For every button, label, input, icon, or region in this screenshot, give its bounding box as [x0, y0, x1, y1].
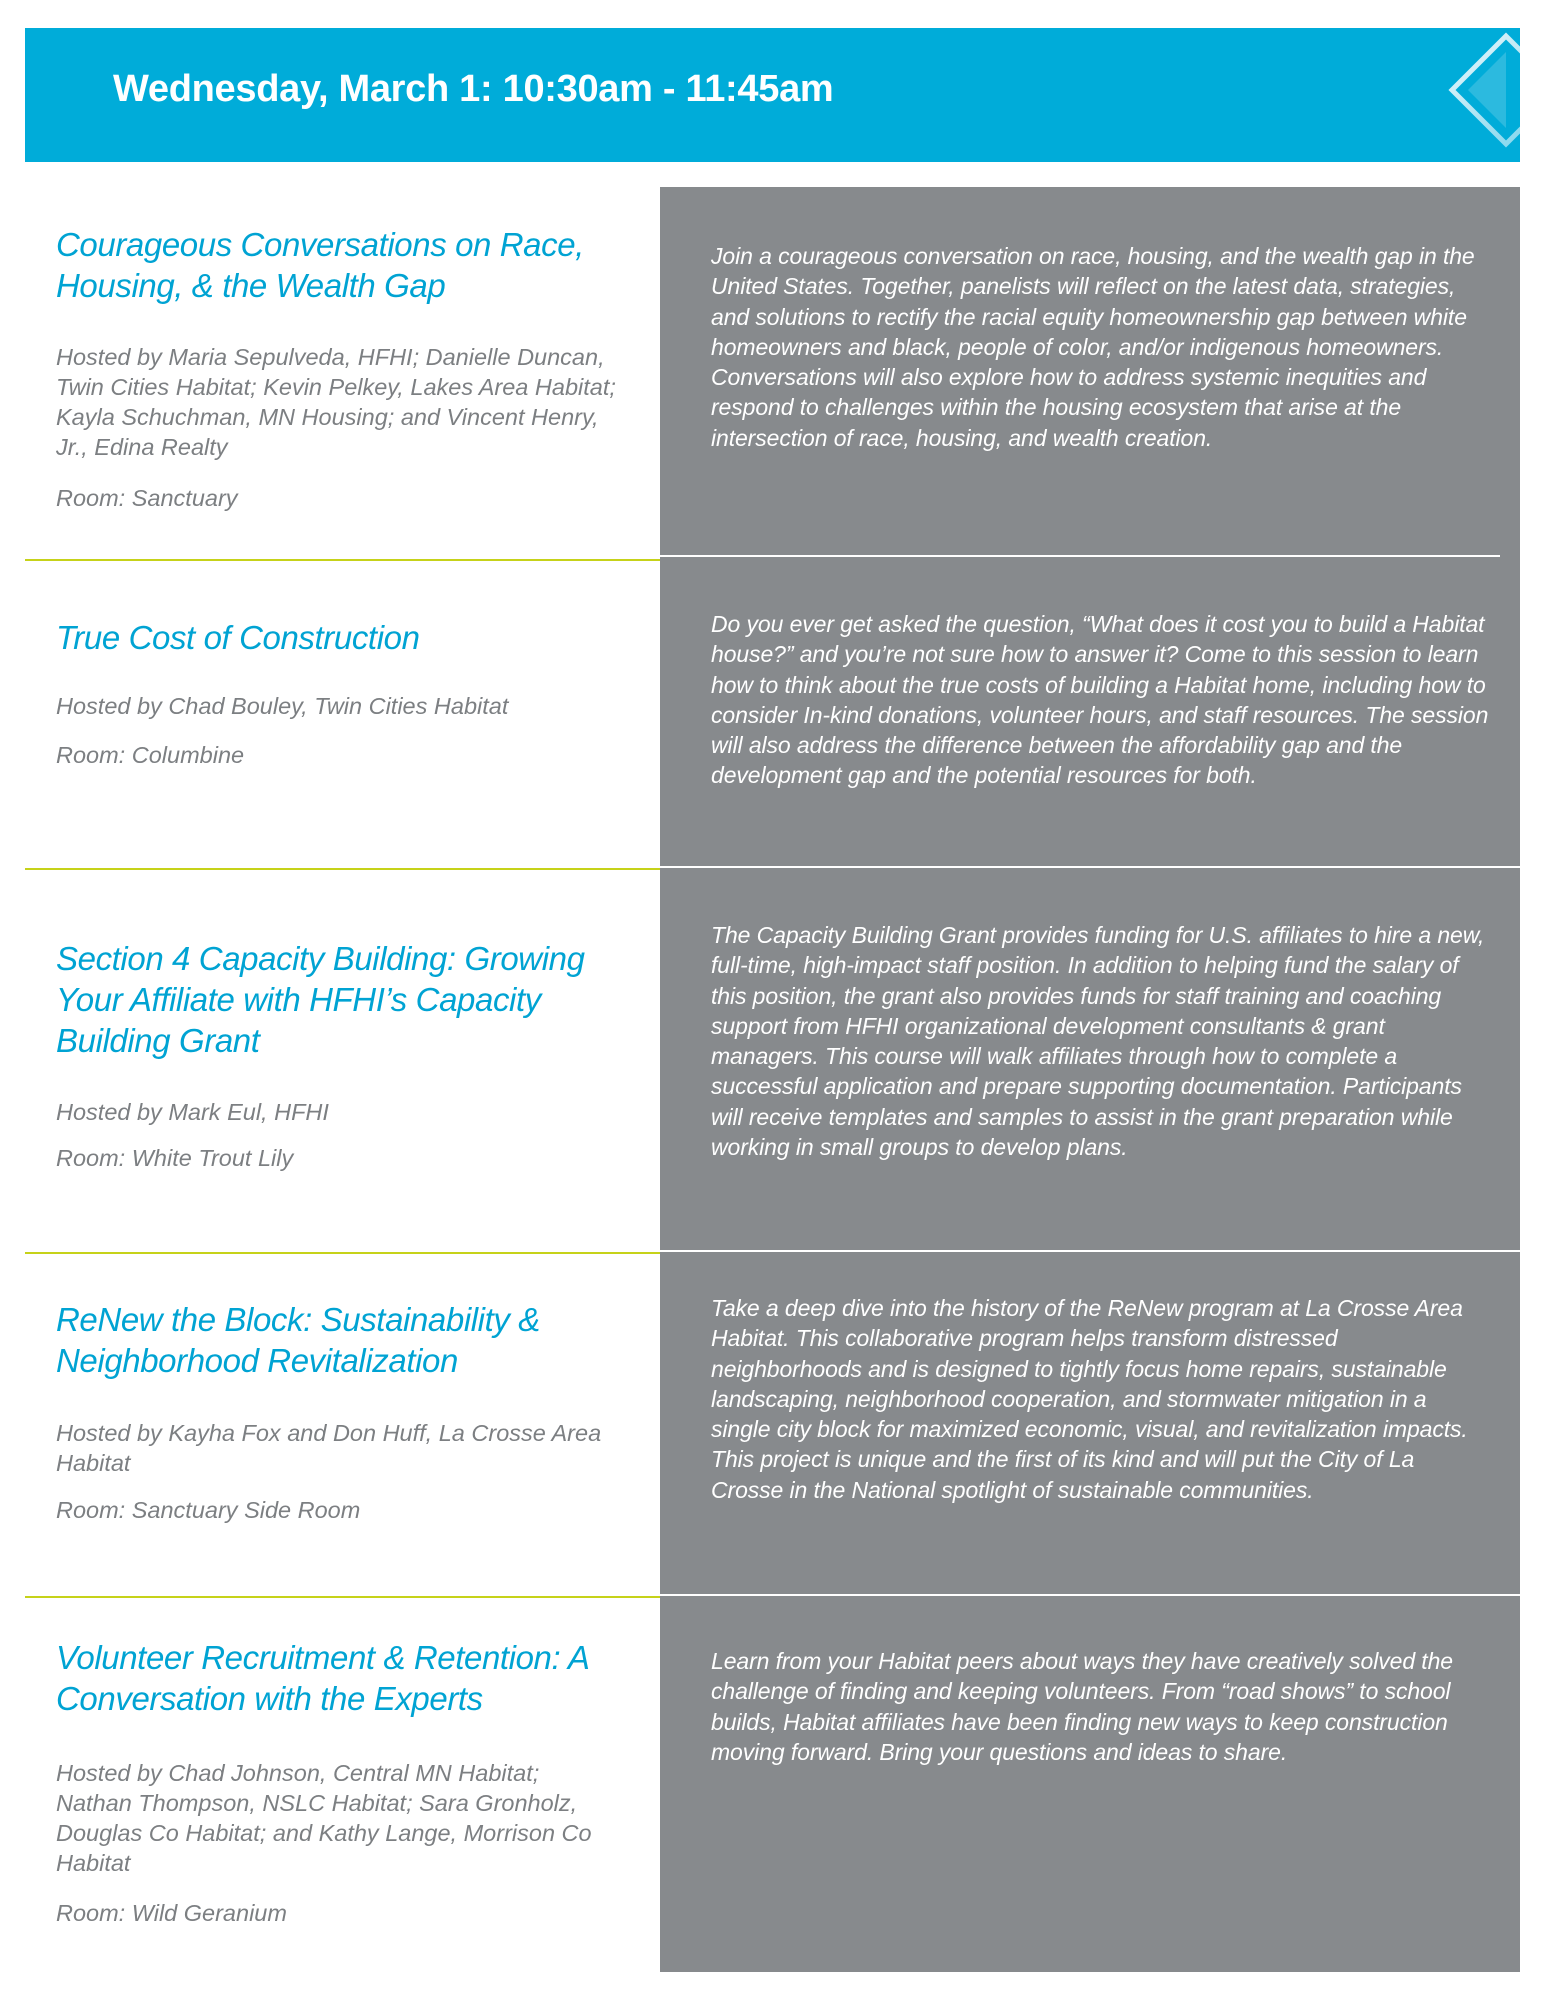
session-room: Room: Columbine: [56, 742, 245, 768]
divider: [660, 555, 1500, 557]
session-description: Take a deep dive into the history of the ReNew program at La Crosse Area Habitat. This collaborative program helps transform distressed neighborhoods and is designed to tightly focus home repairs, sustainable landscaping, neighborhood cooperation, and stormwater mitigation in a single city block for maximized economic, visual, and revitalization impacts. This project is unique and the first of its kind and will put the City of La Crosse in the National spotlight of sustainable communities.: [711, 1295, 1468, 1503]
session-title: Section 4 Capacity Building: Growing Your Affiliate with HFHI’s Capacity Building Grant: [56, 940, 585, 1059]
session-description: Join a courageous conversation on race, housing, and the wealth gap in the United States. Together, panelists will reflect on the latest data, strategies, and solutions to rectify the racial equity homeownership gap between white homeowners and black, people of color, and/or indigenous homeowners. Conversations will also explore how to address systemic inequities and respond to challenges within the housing ecosystem that arise at the intersection of race, housing, and wealth creation.: [711, 243, 1475, 451]
session-hosts: Hosted by Kayha Fox and Don Huff, La Crosse Area Habitat: [56, 1420, 602, 1476]
session-description: Learn from your Habitat peers about ways they have creatively solved the challenge of finding and keeping volunteers. From “road shows” to school builds, Habitat affiliates have been finding new ways to keep construction moving forward. Bring your questions and ideas to share.: [711, 1648, 1453, 1765]
session-description: The Capacity Building Grant provides funding for U.S. affiliates to hire a new, full-time, high-impact staff position. In addition to helping fund the salary of this position, the grant also provides funds for staff training and coaching support from HFHI organizational development consultants & grant managers. This course will walk affiliates through how to complete a successful application and prepare supporting documentation. Participants will receive templates and samples to assist in the grant preparation while working in small groups to develop plans.: [711, 922, 1485, 1161]
session-title: ReNew the Block: Sustainability & Neighborhood Revitalization: [56, 1301, 540, 1379]
session-description: Do you ever get asked the question, “What does it cost you to build a Habitat house?” and you’re not sure how to answer it? Come to this session to learn how to think about the true costs of building a Habitat home, including how to consider In-kind donations, volunteer hours, and staff resources. The session will also address the difference between the affordability gap and the development gap and the potential resources for both.: [711, 611, 1489, 789]
session-room: Room: Sanctuary: [56, 485, 238, 511]
session-hosts: Hosted by Chad Johnson, Central MN Habitat; Nathan Thompson, NSLC Habitat; Sara Gronholz, Douglas Co Habitat; and Kathy Lange, Morrison Co Habitat: [56, 1760, 592, 1876]
session-title: Volunteer Recruitment & Retention: A Conversation with the Experts: [56, 1639, 589, 1717]
divider: [25, 1596, 660, 1598]
divider: [660, 1250, 1520, 1252]
divider: [25, 868, 660, 870]
divider: [25, 559, 660, 561]
session-title: True Cost of Construction: [56, 619, 420, 656]
session-hosts: Hosted by Chad Bouley, Twin Cities Habitat: [56, 693, 509, 719]
page-title: Wednesday, March 1: 10:30am - 11:45am: [113, 68, 834, 110]
session-room: Room: Sanctuary Side Room: [56, 1497, 361, 1523]
diamond-icon: [1430, 28, 1520, 162]
session-room: Room: White Trout Lily: [56, 1145, 294, 1171]
session-room: Room: Wild Geranium: [56, 1900, 287, 1926]
session-hosts: Hosted by Maria Sepulveda, HFHI; Danielle Duncan, Twin Cities Habitat; Kevin Pelkey, Lakes Area Habitat; Kayla Schuchman, MN Housing; and Vincent Henry, Jr., Edina Realty: [56, 344, 616, 460]
divider: [660, 1594, 1520, 1596]
header-banner: [25, 28, 1520, 162]
divider: [660, 866, 1520, 868]
session-hosts: Hosted by Mark Eul, HFHI: [56, 1099, 329, 1125]
divider: [25, 1252, 660, 1254]
session-title: Courageous Conversations on Race, Housing, & the Wealth Gap: [56, 226, 584, 304]
